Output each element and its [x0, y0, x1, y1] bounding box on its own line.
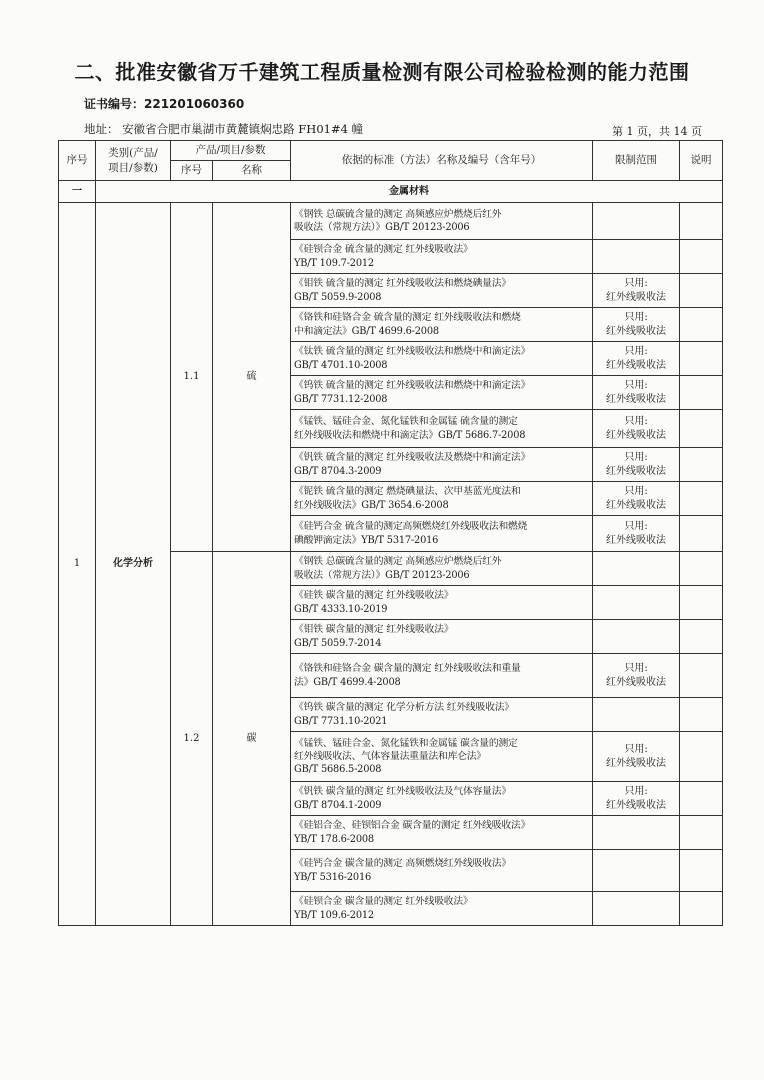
standard-line: 《硅钡合金 碳含量的测定 红外线吸收法》 — [294, 896, 473, 908]
standard-line: 《钒铁 硫含量的测定 红外线吸收法及燃烧中和滴定法》 — [294, 452, 531, 464]
standard-cell — [291, 698, 593, 732]
standard-line: 《钢铁 总碳硫含量的测定 高频感应炉燃烧后红外 — [294, 208, 502, 220]
limit-cell — [593, 850, 680, 892]
limit-line: 只用: — [624, 663, 648, 674]
standard-cell — [291, 448, 593, 482]
standard-cell — [291, 274, 593, 308]
limit-line: 红外线吸收法 — [606, 799, 667, 811]
limit-line: 红外线吸收法 — [606, 429, 667, 441]
standard-line: 《铬铁和硅铬合金 硫含量的测定 红外线吸收法和燃烧 — [294, 312, 521, 324]
standard-line: 《硅钙合金 硫含量的测定高频燃烧红外线吸收法和燃烧 — [294, 521, 528, 533]
standard-line: 《钛铁 硫含量的测定 红外线吸收法和燃烧中和滴定法》 — [294, 346, 531, 358]
item-name: 硫 — [213, 203, 291, 552]
limit-cell — [593, 203, 680, 240]
standard-cell — [291, 816, 593, 850]
standard-cell — [291, 410, 593, 448]
standard-line: 吸收法（常规方法）》GB/T 20123-2006 — [294, 222, 470, 233]
standard-line: 红外线吸收法》GB/T 3654.6-2008 — [294, 499, 449, 511]
standard-line: 《钼铁 碳含量的测定 红外线吸收法》 — [294, 624, 454, 636]
standard-line: YB/T 178.6-2008 — [294, 833, 374, 845]
limit-cell — [593, 410, 680, 448]
note-cell — [680, 816, 723, 850]
standard-line: 《硅钙合金 碳含量的测定 高频燃烧红外线吸收法》 — [294, 858, 511, 870]
standard-line: 《锰铁、锰硅合金、氮化锰铁和金属锰 硫含量的测定 — [294, 416, 518, 428]
limit-line: 只用: — [624, 416, 648, 427]
limit-cell — [593, 482, 680, 516]
limit-cell — [593, 308, 680, 342]
note-cell — [680, 732, 723, 782]
standard-line: 《锰铁、锰硅合金、氮化锰铁和金属锰 碳含量的测定 — [294, 737, 518, 749]
limit-cell — [593, 782, 680, 816]
standard-line: 中和滴定法》GB/T 4699.6-2008 — [294, 325, 439, 337]
standard-line: GB/T 7731.10-2021 — [294, 715, 388, 727]
note-cell — [680, 850, 723, 892]
standard-line: 《铌铁 硫含量的测定 燃烧碘量法、次甲基蓝光度法和 — [294, 486, 521, 498]
capability-table — [58, 140, 723, 926]
note-cell — [680, 782, 723, 816]
limit-cell — [593, 732, 680, 782]
note-cell — [680, 376, 723, 410]
note-cell — [680, 586, 723, 620]
section-name: 金属材料 — [96, 181, 723, 203]
standard-line: 《硅铁 碳含量的测定 红外线吸收法》 — [294, 590, 454, 602]
header-seq: 序号 — [59, 141, 96, 181]
header-note: 说明 — [680, 141, 723, 181]
note-cell — [680, 552, 723, 586]
limit-line: 红外线吸收法 — [606, 676, 667, 688]
standard-line: 吸收法（常规方法）》GB/T 20123-2006 — [294, 569, 470, 581]
limit-cell — [593, 892, 680, 926]
standard-cell — [291, 732, 593, 782]
standard-line: 《硅钡合金 硫含量的测定 红外线吸收法》 — [294, 244, 473, 256]
limit-line: 红外线吸收法 — [606, 325, 667, 337]
standard-cell — [291, 620, 593, 654]
limit-line: 只用: — [624, 312, 648, 323]
standard-line: 《钼铁 硫含量的测定 红外线吸收法和燃烧碘量法》 — [294, 278, 511, 290]
standard-cell — [291, 240, 593, 274]
standard-cell — [291, 586, 593, 620]
address: 地址： 安徽省合肥市巢湖市黄麓镇焖忠路 FH01#4 幢 — [84, 122, 364, 136]
standard-line: 《钢铁 总碳硫含量的测定 高频感应炉燃烧后红外 — [294, 556, 502, 568]
limit-line: 红外线吸收法 — [606, 359, 667, 371]
standard-cell — [291, 552, 593, 586]
note-cell — [680, 620, 723, 654]
header-sub-name: 名称 — [213, 161, 291, 181]
header-category: 类别(产品/ 项目/参数) — [96, 141, 171, 181]
standard-line: GB/T 5059.9-2008 — [294, 291, 382, 303]
note-cell — [680, 448, 723, 482]
standard-cell — [291, 516, 593, 552]
limit-cell — [593, 240, 680, 274]
standard-line: 《铬铁和硅铬合金 碳含量的测定 红外线吸收法和重量 — [294, 663, 521, 675]
limit-line: 红外线吸收法 — [606, 291, 667, 303]
standard-cell — [291, 203, 593, 240]
standard-line: 《钨铁 碳含量的测定 化学分析方法 红外线吸收法》 — [294, 702, 514, 714]
standard-line: 《钨铁 硫含量的测定 红外线吸收法和燃烧中和滴定法》 — [294, 380, 531, 392]
limit-cell — [593, 376, 680, 410]
standard-line: 《硅铝合金、硅钡铝合金 碳含量的测定 红外线吸收法》 — [294, 820, 531, 832]
limit-cell — [593, 516, 680, 552]
standard-line: GB/T 5686.5-2008 — [294, 764, 382, 776]
limit-line: 红外线吸收法 — [606, 757, 667, 769]
standard-line: GB/T 8704.3-2009 — [294, 465, 382, 477]
note-cell — [680, 516, 723, 552]
limit-line: 只用: — [624, 521, 648, 532]
certificate-number: 证书编号：221201060360 — [84, 97, 245, 111]
standard-cell — [291, 342, 593, 376]
standard-cell — [291, 482, 593, 516]
standard-line: 法》GB/T 4699.4-2008 — [294, 676, 401, 688]
section-number: 一 — [59, 181, 96, 203]
item-number: 1.1 — [171, 203, 213, 552]
header-product-group: 产品/项目/参数 — [171, 141, 291, 161]
standard-line: 《钒铁 碳含量的测定 红外线吸收法及气体容量法》 — [294, 786, 511, 798]
standard-line: 碘酸钾滴定法》YB/T 5317-2016 — [294, 534, 439, 546]
note-cell — [680, 654, 723, 698]
page-title: 二、批准安徽省万千建筑工程质量检测有限公司检验检测的能力范围 — [74, 60, 690, 84]
note-cell — [680, 308, 723, 342]
standard-line: 红外线吸收法和燃烧中和滴定法》GB/T 5686.7-2008 — [294, 429, 526, 441]
limit-cell — [593, 342, 680, 376]
limit-line: 红外线吸收法 — [606, 534, 667, 546]
note-cell — [680, 274, 723, 308]
standard-cell — [291, 850, 593, 892]
page-number: 第 1 页，共 14 页 — [612, 125, 702, 138]
item-number: 1.2 — [171, 552, 213, 926]
note-cell — [680, 892, 723, 926]
standard-cell — [291, 308, 593, 342]
limit-line: 红外线吸收法 — [606, 393, 667, 405]
limit-line: 只用: — [624, 278, 648, 289]
limit-line: 红外线吸收法 — [606, 499, 667, 511]
standard-line: 红外线吸收法、气体容量法重量法和库仑法》 — [294, 750, 486, 762]
limit-cell — [593, 586, 680, 620]
standard-cell — [291, 654, 593, 698]
standard-line: YB/T 109.6-2012 — [294, 909, 374, 921]
limit-cell — [593, 620, 680, 654]
limit-cell — [593, 698, 680, 732]
standard-line: YB/T 5316-2016 — [294, 871, 372, 883]
standard-line: GB/T 4333.10-2019 — [294, 603, 388, 615]
note-cell — [680, 698, 723, 732]
note-cell — [680, 410, 723, 448]
header-sub-seq: 序号 — [171, 161, 213, 181]
standard-line: YB/T 109.7-2012 — [294, 257, 374, 269]
limit-cell — [593, 274, 680, 308]
standard-line: GB/T 7731.12-2008 — [294, 393, 388, 405]
standard-line: GB/T 4701.10-2008 — [294, 359, 388, 371]
standard-cell — [291, 892, 593, 926]
limit-line: 红外线吸收法 — [606, 465, 667, 477]
group-category: 化学分析 — [96, 203, 171, 926]
note-cell — [680, 240, 723, 274]
limit-cell — [593, 816, 680, 850]
limit-line: 只用: — [624, 744, 648, 755]
group-number: 1 — [59, 203, 96, 926]
header-limit: 限制范围 — [593, 141, 680, 181]
item-name: 碳 — [213, 552, 291, 926]
limit-cell — [593, 552, 680, 586]
note-cell — [680, 203, 723, 240]
standard-line: GB/T 5059.7-2014 — [294, 637, 382, 649]
standard-line: GB/T 8704.1-2009 — [294, 799, 382, 811]
limit-cell — [593, 448, 680, 482]
note-cell — [680, 342, 723, 376]
limit-line: 只用: — [624, 452, 648, 463]
note-cell — [680, 482, 723, 516]
standard-cell — [291, 782, 593, 816]
limit-line: 只用: — [624, 486, 648, 497]
standard-cell — [291, 376, 593, 410]
limit-line: 只用: — [624, 380, 648, 391]
limit-cell — [593, 654, 680, 698]
table-row — [59, 203, 723, 240]
limit-line: 只用: — [624, 786, 648, 797]
header-standard: 依据的标准（方法）名称及编号（含年号） — [291, 141, 593, 181]
limit-line: 只用: — [624, 346, 648, 357]
